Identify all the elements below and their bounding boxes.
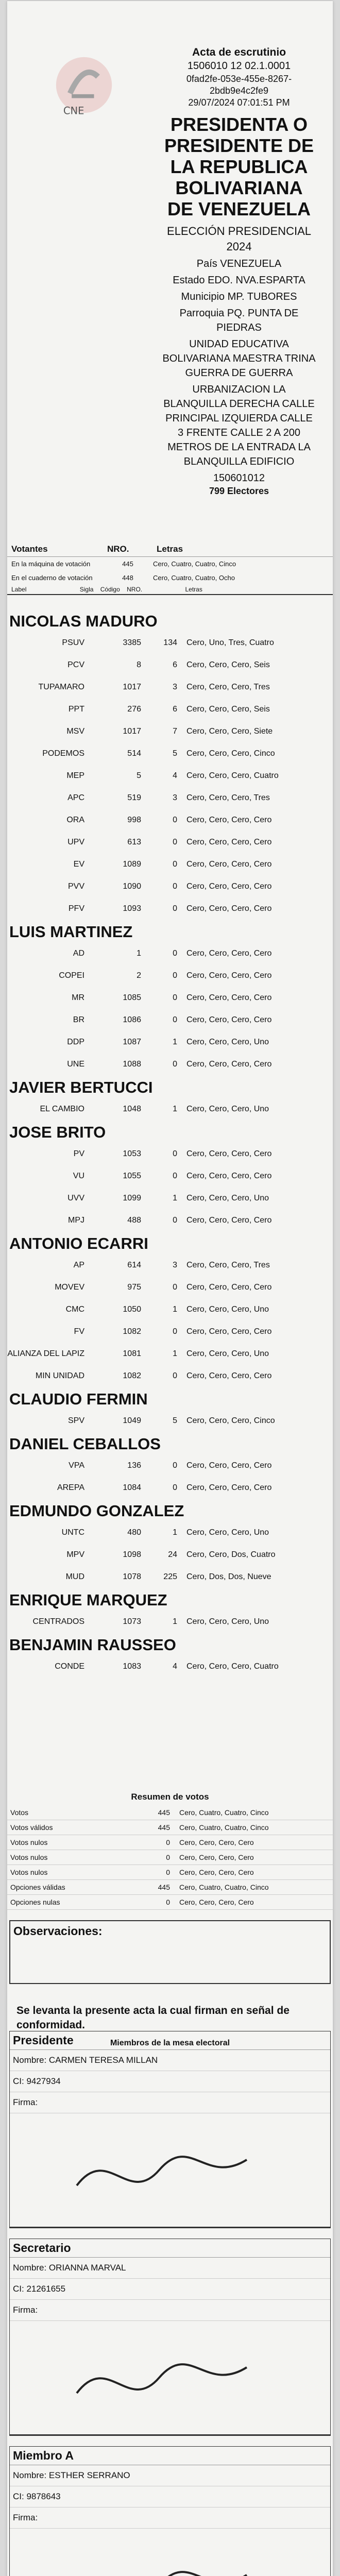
receipt-header xyxy=(7,1,333,496)
col-letras: Letras xyxy=(152,542,333,557)
election-title: PRESIDENTA O PRESIDENTE DE LA REPUBLICA BOLIVARIANA DE VENEZUELA xyxy=(164,114,314,219)
svg-text:CNE: CNE xyxy=(63,105,84,117)
address: URBANIZACION LA BLANQUILLA DERECHA CALLE PRINCIPAL IZQUIERDA CALLE 3 FRENTE CALLE 2 A 200 METROS DE LA ENTRADA LA BLANQUILLA EDIFICIO xyxy=(163,384,315,467)
voters-row: En la máquina de votación 445 Cero, Cuatro, Cuatro, Cinco xyxy=(11,560,236,568)
summary-row: Votos nulos 0 Cero, Cero, Cero, Cero xyxy=(7,1850,333,1865)
candidate-name: CLAUDIO FERMIN xyxy=(9,1390,148,1408)
candidate-name: LUIS MARTINEZ xyxy=(9,923,133,941)
signature-icon xyxy=(72,2331,257,2419)
party-row: APC 519 3 Cero, Cero, Cero, Tres xyxy=(67,793,270,802)
candidate-name: NICOLAS MADURO xyxy=(9,612,158,630)
party-row: COPEI 2 0 Cero, Cero, Cero, Cero xyxy=(59,971,272,980)
party-row: BR 1086 0 Cero, Cero, Cero, Cero xyxy=(73,1015,272,1024)
summary-section xyxy=(7,1789,333,2054)
signature-role: Presidente xyxy=(10,2031,330,2050)
mesa-code: 150601012 xyxy=(213,472,265,484)
header-info xyxy=(162,45,316,497)
center: UNIDAD EDUCATIVA BOLIVARIANA MAESTRA TRINA GUERRA DE GUERRA xyxy=(162,338,316,379)
summary-row: Opciones válidas 445 Cero, Cuatro, Cuatro, Cinco xyxy=(7,1880,333,1895)
party-row: EV 1089 0 Cero, Cero, Cero, Cero xyxy=(73,859,272,869)
observations-label: Observaciones: xyxy=(13,1924,103,1938)
party-row: MSV 1017 7 Cero, Cero, Cero, Siete xyxy=(66,726,273,736)
parish: Parroquia PQ. PUNTA DE PIEDRAS xyxy=(179,308,299,333)
summary-row: Opciones nulas 0 Cero, Cero, Cero, Cero xyxy=(7,1895,333,1910)
party-row: PVV 1090 0 Cero, Cero, Cero, Cero xyxy=(67,882,272,891)
party-row: TUPAMARO 1017 3 Cero, Cero, Cero, Tres xyxy=(38,682,270,691)
voters-section xyxy=(7,542,333,595)
party-row: MPV 1098 24 Cero, Cero, Dos, Cuatro xyxy=(66,1550,276,1559)
party-row: UNTC 480 1 Cero, Cero, Cero, Uno xyxy=(61,1528,269,1537)
signature-area xyxy=(10,2529,330,2576)
voters-row: En el cuaderno de votación 448 Cero, Cuatro, Cuatro, Ocho xyxy=(11,574,235,582)
summary-row: Votos nulos 0 Cero, Cero, Cero, Cero xyxy=(7,1865,333,1880)
candidate-name: DANIEL CEBALLOS xyxy=(9,1435,161,1453)
signature-area xyxy=(10,2113,330,2228)
candidate-name: ANTONIO ECARRI xyxy=(9,1234,148,1252)
summary-title: Resumen de votos xyxy=(131,1792,209,1802)
party-row: UPV 613 0 Cero, Cero, Cero, Cero xyxy=(67,837,272,846)
election-name: ELECCIÓN PRESIDENCIAL 2024 xyxy=(167,225,311,253)
signature-icon xyxy=(72,2124,257,2211)
party-row: MOVEV 975 0 Cero, Cero, Cero, Cero xyxy=(55,1282,272,1292)
cne-logo-icon xyxy=(50,52,117,118)
country: País VENEZUELA xyxy=(196,258,282,269)
signature-area xyxy=(10,2321,330,2435)
party-row: ORA 998 0 Cero, Cero, Cero, Cero xyxy=(66,815,272,824)
candidate-name: JAVIER BERTUCCI xyxy=(9,1078,153,1096)
voters-count: 799 Electores xyxy=(209,486,269,496)
party-row: UVV 1099 1 Cero, Cero, Cero, Uno xyxy=(67,1193,269,1202)
party-row: CENTRADOS 1073 1 Cero, Cero, Cero, Uno xyxy=(32,1617,269,1626)
party-row: PPT 276 6 Cero, Cero, Cero, Seis xyxy=(68,704,270,714)
act-timestamp: 29/07/2024 07:01:51 PM xyxy=(188,97,290,108)
act-uuid: 0fad2fe-053e-455e-8267-2bdb9e4c2fe9 xyxy=(186,74,292,96)
signature-block: Secretario Nombre: ORIANNA MARVAL CI: 21261655 Firma: xyxy=(9,2239,331,2436)
party-row: EL CAMBIO 1048 1 Cero, Cero, Cero, Uno xyxy=(40,1104,269,1113)
party-row: MPJ 488 0 Cero, Cero, Cero, Cero xyxy=(68,1215,272,1225)
summary-rows xyxy=(7,1805,333,1910)
party-row: AP 614 3 Cero, Cero, Cero, Tres xyxy=(73,1260,270,1269)
party-row: AREPA 1084 0 Cero, Cero, Cero, Cero xyxy=(57,1483,272,1492)
candidate-name: BENJAMIN RAUSSEO xyxy=(9,1636,176,1654)
party-row: SPV 1049 5 Cero, Cero, Cero, Cinco xyxy=(67,1416,275,1425)
candidate-name: EDMUNDO GONZALEZ xyxy=(9,1502,184,1520)
closing-text: Se levanta la presente acta la cual firman en señal de conformidad. xyxy=(16,2005,290,2031)
signatures-section xyxy=(7,2031,333,2576)
summary-row: Votos nulos 0 Cero, Cero, Cero, Cero xyxy=(7,1835,333,1850)
party-row: VPA 136 0 Cero, Cero, Cero, Cero xyxy=(69,1461,272,1470)
party-row: PFV 1093 0 Cero, Cero, Cero, Cero xyxy=(68,904,272,913)
signature-role: Miembro A xyxy=(10,2447,330,2465)
voters-table: Votantes NRO. Letras En la máquina de votación 445 Cero, Cuatro, Cuatro, Cinco En el cuaderno de votación 448 Cero, Cuatro, Cuatro, Ocho Label Sigla Código NRO. Letras xyxy=(7,542,333,595)
col-votantes: Votantes xyxy=(7,542,103,557)
party-row: ALIANZA DEL LAPIZ 1081 1 Cero, Cero, Cero, Uno xyxy=(7,1349,269,1358)
signature-block: Miembro A Nombre: ESTHER SERRANO CI: 9878643 Firma: xyxy=(9,2446,331,2576)
party-row: PV 1053 0 Cero, Cero, Cero, Cero xyxy=(73,1149,272,1158)
party-row: MIN UNIDAD 1082 0 Cero, Cero, Cero, Cero xyxy=(35,1371,272,1380)
party-row: DDP 1087 1 Cero, Cero, Cero, Uno xyxy=(67,1037,269,1046)
party-row: PCV 8 6 Cero, Cero, Cero, Seis xyxy=(67,660,270,669)
state: Estado EDO. NVA.ESPARTA xyxy=(173,275,305,286)
party-row: MUD 1078 225 Cero, Dos, Dos, Nueve xyxy=(65,1572,271,1581)
candidate-name: JOSE BRITO xyxy=(9,1123,106,1141)
col-nro: NRO. xyxy=(103,542,152,557)
municipality: Municipio MP. TUBORES xyxy=(181,291,297,302)
party-row: UNE 1088 0 Cero, Cero, Cero, Cero xyxy=(67,1059,272,1069)
party-row: PODEMOS 514 5 Cero, Cero, Cero, Cinco xyxy=(42,749,275,758)
party-row: CMC 1050 1 Cero, Cero, Cero, Uno xyxy=(65,1304,269,1314)
party-row: VU 1055 0 Cero, Cero, Cero, Cero xyxy=(73,1171,272,1180)
party-row: FV 1082 0 Cero, Cero, Cero, Cero xyxy=(74,1327,272,1336)
summary-row: Votos válidos 445 Cero, Cuatro, Cuatro, Cinco xyxy=(7,1820,333,1835)
party-row: MR 1085 0 Cero, Cero, Cero, Cero xyxy=(72,993,272,1002)
observations-box xyxy=(9,1920,331,1984)
signature-block: Presidente Nombre: CARMEN TERESA MILLAN CI: 9427934 Firma: xyxy=(9,2031,331,2228)
party-row: AD 1 0 Cero, Cero, Cero, Cero xyxy=(73,948,272,958)
party-row: PSUV 3385 134 Cero, Uno, Tres, Cuatro xyxy=(62,638,274,647)
signature-role: Secretario xyxy=(10,2239,330,2258)
party-row: CONDE 1083 4 Cero, Cero, Cero, Cuatro xyxy=(55,1662,279,1671)
act-label: Acta de escrutinio xyxy=(192,46,286,58)
party-row: MEP 5 4 Cero, Cero, Cero, Cuatro xyxy=(66,771,279,780)
signature-icon xyxy=(72,2539,257,2576)
candidates-section xyxy=(7,609,333,1677)
act-code: 1506010 12 02.1.0001 xyxy=(187,60,291,72)
summary-row: Votos 445 Cero, Cuatro, Cuatro, Cinco xyxy=(7,1805,333,1820)
candidate-name: ENRIQUE MARQUEZ xyxy=(9,1591,167,1609)
members-title: Miembros de la mesa electoral xyxy=(110,2039,230,2047)
ballot-receipt xyxy=(7,1,333,2576)
